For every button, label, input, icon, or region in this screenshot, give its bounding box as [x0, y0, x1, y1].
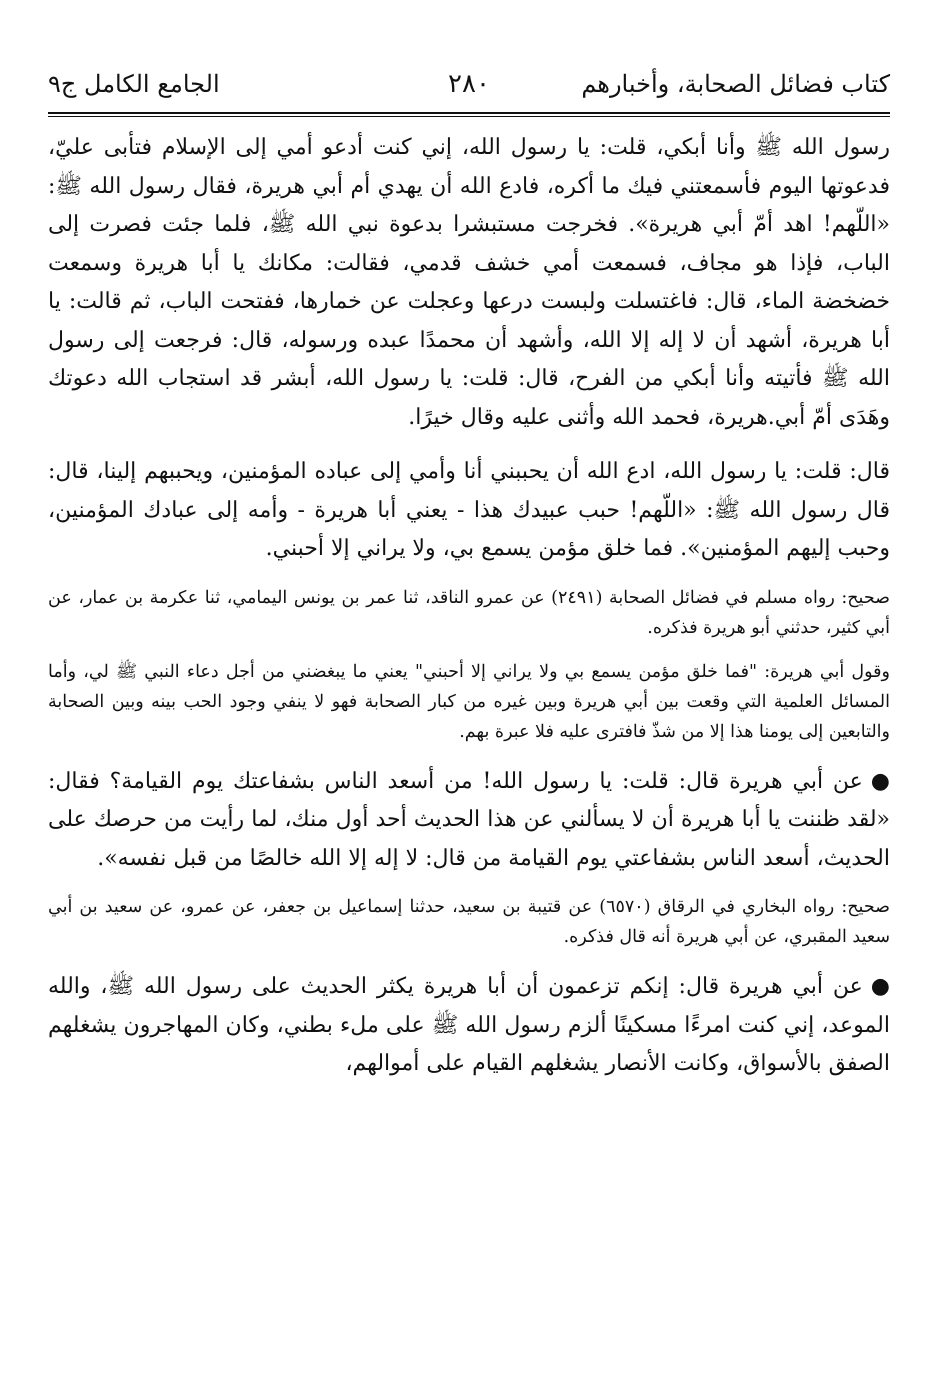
paragraph-text: قال: قلت: يا رسول الله، ادع الله أن يحببني أنا وأمي إلى عباده المؤمنين، ويحببهم إلينا، قال: قال رسول الله ﷺ: «اللّهم! حبب عبيدك هذا - يعني أبا هريرة - وأمه إلى عبادك المؤمنين، وحبب إليهم المؤمنين». فما خلق مؤمن يسمع بي، ولا يراني إلا أحبني. — [48, 459, 890, 561]
book-page — [48, 60, 890, 1350]
note-text: وقول أبي هريرة: "فما خلق مؤمن يسمع بي ولا يراني إلا أحبني" يعني ما يبغضني من أجل دعاء النبي ﷺ لي، وأما المسائل العلمية التي وقعت بين أبي هريرة وبين غيره من كبار الصحابة فهو لا ينفي وجود الحب بينه وبين الصحابة والتابعين إلى يومنا هذا إلا من شذّ فافترى عليه فلا عبرة بهم. — [48, 661, 890, 742]
bullet-icon: ● — [870, 974, 890, 999]
paragraph-text: عن أبي هريرة قال: قلت: يا رسول الله! من أسعد الناس بشفاعتك يوم القيامة؟ فقال: «لقد ظننت يا أبا هريرة أن لا يسألني عن هذا الحديث أحد أول منك، لما رأيت من حرصك على الحديث، أسعد الناس بشفاعتي يوم القيامة من قال: لا إله إلا الله خالصًا من قبل نفسه». — [48, 768, 890, 871]
note-text: صحيح: رواه البخاري في الرقاق (٦٥٧٠) عن قتيبة بن سعيد، حدثنا إسماعيل بن جعفر، عن عمرو، عن سعيد بن أبي سعيد المقبري، عن أبي هريرة أنه قال فذكره. — [48, 897, 890, 947]
takhrij-note-2 — [48, 892, 890, 952]
collection-title: الجامع الكامل ج٩ — [48, 70, 220, 98]
paragraph-hadith-2 — [48, 453, 890, 569]
paragraph-hadith-1 — [48, 129, 890, 437]
note-text: صحيح: رواه مسلم في فضائل الصحابة (٢٤٩١) عن عمرو الناقد، ثنا عمر بن يونس اليمامي، ثنا عكرمة بن عمار، عن أبي كثير، حدثني أبو هريرة فذكره. — [48, 587, 890, 638]
paragraph-hadith-3 — [48, 763, 890, 879]
commentary-note — [48, 657, 890, 747]
book-title: كتاب فضائل الصحابة، وأخبارهم — [581, 70, 890, 98]
running-header — [48, 60, 890, 112]
paragraph-hadith-4 — [48, 968, 890, 1084]
paragraph-text: رسول الله ﷺ وأنا أبكي، قلت: يا رسول الله، إني كنت أدعو أمي إلى الإسلام فتأبى عليّ، فدعوتها اليوم فأسمعتني فيك ما أكره، فادع الله أن يهدي أم أبي هريرة، فقال رسول الله ﷺ: «اللّهم! اهد أمّ أبي هريرة». فخرجت مستبشرا بدعوة نبي الله ﷺ، فلما جئت فصرت إلى الباب، فإذا هو مجاف، فسمعت أمي خشف قدمي، فقالت: مكانك يا أبا هريرة وسمعت خضخضة الماء، قال: فاغتسلت ولبست درعها وعجلت عن خمارها، ففتحت الباب، ثم قالت: يا أبا هريرة، أشهد أن لا إله إلا الله، وأشهد أن محمدًا عبده ورسوله، قال: فرجعت إلى رسول الله ﷺ فأتيته وأنا أبكي من الفرح، قال: قلت: يا رسول الله، أبشر قد استجاب الله دعوتك وهَدَى أمّ أبي.هريرة، فحمد الله وأثنى عليه وقال خيرًا. — [48, 135, 890, 430]
header-rule — [48, 112, 890, 117]
page-number: ٢٨٠ — [448, 69, 490, 99]
paragraph-text: عن أبي هريرة قال: إنكم تزعمون أن أبا هريرة يكثر الحديث على رسول الله ﷺ، والله الموعد، إني كنت امرءًا مسكينًا ألزم رسول الله ﷺ على ملء بطني، وكان المهاجرون يشغلهم الصفق بالأسواق، وكانت الأنصار يشغلهم القيام على أموالهم، — [48, 974, 890, 1076]
takhrij-note-1 — [48, 583, 890, 643]
bullet-icon: ● — [870, 768, 890, 794]
